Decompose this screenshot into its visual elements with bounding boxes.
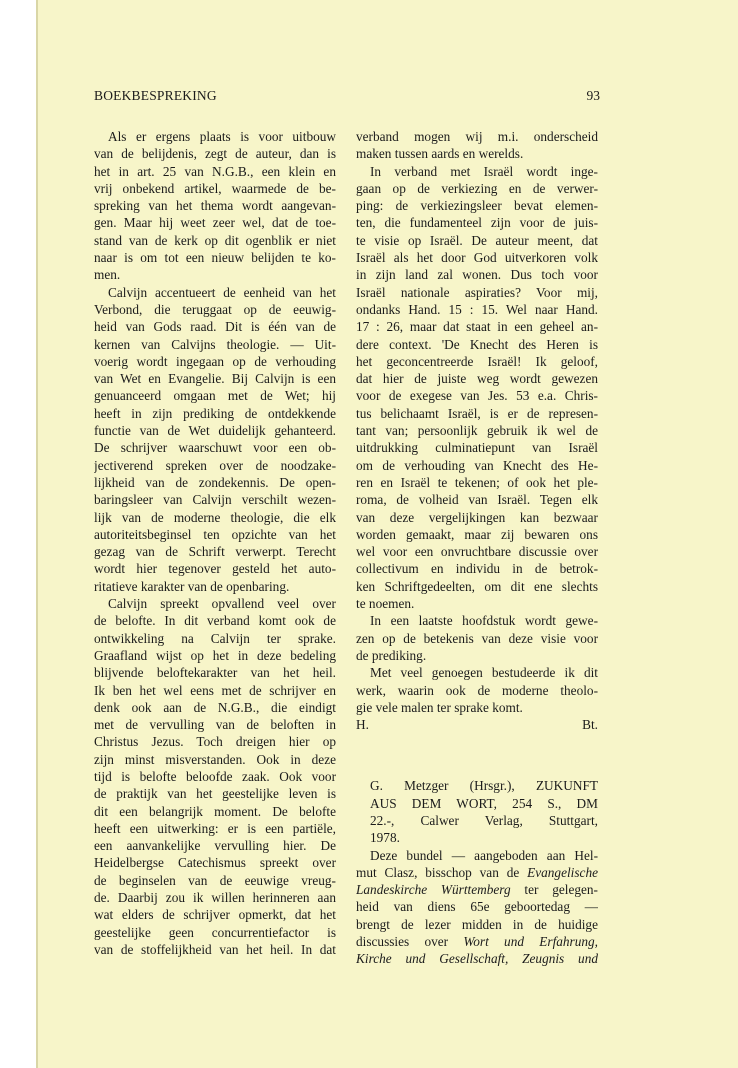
text-line: de belofte. In dit verband komt ook de bbox=[94, 613, 336, 629]
line-text: mut Clasz, bisschop van de bbox=[356, 864, 528, 880]
text-line: de praktijk van het geestelijke leven is bbox=[94, 786, 336, 802]
italic-text: Landeskirche Württemberg bbox=[356, 882, 511, 898]
text-line: brengt de lezer midden in de huidige bbox=[356, 916, 598, 932]
page-number: 93 bbox=[586, 88, 600, 103]
text-line: roma, de volheid van Israël. Tegen elk bbox=[356, 492, 598, 508]
text-line: Calvijn spreekt opvallend veel over bbox=[108, 596, 336, 612]
right-column bbox=[356, 128, 598, 968]
text-line: wordt hier tegenover gesteld het auto- bbox=[94, 561, 336, 577]
text-line: dit een belangrijk moment. De belofte bbox=[94, 803, 336, 819]
text-line: heid van Gods raad. Dit is één van de bbox=[94, 319, 336, 335]
text-line: zijn minst misverstanden. Ook in deze bbox=[94, 751, 336, 767]
text-line bbox=[356, 881, 598, 898]
text-line: van deze vergelijkingen kan bezwaar bbox=[356, 509, 598, 525]
second-review-body bbox=[356, 847, 598, 968]
text-line: vrij onbekend artikel, waarmede de be- bbox=[94, 180, 336, 196]
text-line: de. Daarbij zou ik willen herinneren aan bbox=[94, 890, 336, 906]
signoff-initial: H. bbox=[356, 717, 369, 733]
text-line: van Wet en Evangelie. Bij Calvijn is een bbox=[94, 371, 336, 387]
italic-text: Evangelische bbox=[527, 864, 598, 880]
text-line: stand van de kerk op dit ogenblik er niet bbox=[94, 232, 336, 248]
text-line: Als er ergens plaats is voor uitbouw bbox=[108, 129, 336, 144]
text-line: uitdrukking culminatiepunt van Israël bbox=[356, 440, 598, 456]
signoff-author: Bt. bbox=[582, 717, 598, 733]
text-line: gen. Maar hij weet zeer wel, dat de toe- bbox=[94, 215, 336, 231]
text-line: Graafland wijst op het in deze bedeling bbox=[94, 647, 336, 663]
line-text: discussies over bbox=[356, 934, 464, 950]
text-line: In een laatste hoofdstuk wordt gewe- bbox=[370, 613, 598, 629]
text-line: voerig wordt ingegaan op de verhouding bbox=[94, 353, 336, 369]
text-line: naar is om tot een nieuw belijden te ko- bbox=[94, 250, 336, 266]
text-line: ping: de verkiezingsleer bevat elemen- bbox=[356, 198, 598, 214]
text-line: in zijn land zal wonen. Dus toch voor bbox=[356, 267, 598, 283]
text-line: denk ook aan de N.G.B., die eindigt bbox=[94, 699, 336, 715]
italic-text: Kirche und Gesellschaft, Zeugnis und bbox=[356, 951, 598, 967]
line-text: ter gelegen- bbox=[510, 882, 598, 898]
text-line: Deze bundel — aangeboden aan Hel- bbox=[370, 847, 598, 863]
text-line: In verband met Israël wordt inge- bbox=[370, 163, 598, 179]
text-line: autoriteitsbeginsel ten opzichte van het bbox=[94, 526, 336, 542]
text-line: gaan op de verkiezing en de verwer- bbox=[356, 180, 598, 196]
text-line: heid van diens 65e geboortedag — bbox=[356, 899, 598, 915]
second-review-title bbox=[356, 777, 598, 846]
review-title-line: AUS DEM WORT, 254 S., DM bbox=[370, 795, 598, 811]
text-line: lijk van de moderne theologie, die elk bbox=[94, 509, 336, 525]
text-line: lijkheid van de zondekennis. De open- bbox=[94, 474, 336, 490]
text-line: blijvende beloftekarakter van het heil. bbox=[94, 665, 336, 681]
review-title-line: G. Metzger (Hrsgr.), ZUKUNFT bbox=[370, 778, 598, 794]
text-line: De schrijver waarschuwt voor een ob- bbox=[94, 440, 336, 456]
text-line: gezag van de Schrift verwerpt. Terecht bbox=[94, 544, 336, 560]
text-line: tijd is belofte beloofde zaak. Ook voor bbox=[94, 768, 336, 784]
text-line: werk, waarin ook de moderne theolo- bbox=[356, 682, 598, 698]
text-line: wel voor een onvruchtbare discussie over bbox=[356, 544, 598, 560]
text-line: te noemen. bbox=[356, 596, 415, 612]
text-line: Christus Jezus. Toch dreigen hier op bbox=[94, 734, 336, 750]
text-line: van de belijdenis, zegt de auteur, dan is bbox=[94, 146, 336, 162]
text-line: geestelijke geen concurrentiefactor is bbox=[94, 924, 336, 940]
text-line: maken tussen aards en werelds. bbox=[356, 146, 524, 162]
left-column bbox=[94, 128, 336, 958]
text-line: gie vele malen ter sprake komt. bbox=[356, 699, 523, 715]
text-line: dat hier de juiste weg wordt gewezen bbox=[356, 371, 598, 387]
text-line: worden gemaakt, maar zij bewaren ons bbox=[356, 526, 598, 542]
text-line: te visie op Israël. De auteur meent, dat bbox=[356, 232, 598, 248]
text-line: de beginselen van de eeuwige vreug- bbox=[94, 872, 336, 888]
text-line: Heidelbergse Catechismus spreekt over bbox=[94, 855, 336, 871]
text-line: tant van; persoonlijk gebruik ik wel de bbox=[356, 423, 598, 439]
text-line: het in art. 25 van N.G.B., een klein en bbox=[94, 163, 336, 179]
text-line: genuanceerd omgaan met de Wet; hij bbox=[94, 388, 336, 404]
page-edge-shadow bbox=[36, 0, 38, 1068]
text-line: Met veel genoegen bestudeerde ik dit bbox=[370, 665, 598, 681]
italic-text: Wort und Erfahrung, bbox=[463, 934, 598, 950]
text-line bbox=[356, 950, 598, 967]
text-line: het geconcentreerde Israël! Ik geloof, bbox=[356, 353, 598, 369]
text-line: een aanvankelijke vervulling hier. De bbox=[94, 838, 336, 854]
text-line: baringsleer van Calvijn verschilt wezen- bbox=[94, 492, 336, 508]
text-line: functie van de Wet duidelijk gehanteerd. bbox=[94, 423, 336, 439]
text-line: men. bbox=[94, 267, 121, 283]
text-line: Calvijn accentueert de eenheid van het bbox=[108, 284, 336, 300]
text-line bbox=[356, 933, 598, 950]
running-head: BOEKBESPREKING bbox=[94, 88, 217, 103]
text-line: tus belichaamt Israël, is er de represen- bbox=[356, 405, 598, 421]
text-line: ondanks Hand. 15 : 15. Wel naar Hand. bbox=[356, 301, 598, 317]
text-line: jectiverend spreken over de noodzake- bbox=[94, 457, 336, 473]
text-line: met de vervulling van de beloften in bbox=[94, 717, 336, 733]
text-line: om de verhouding van Knecht des He- bbox=[356, 457, 598, 473]
text-line: zen op de betekenis van deze visie voor bbox=[356, 630, 598, 646]
text-line: ren en Israël te tekenen; of ook het ple- bbox=[356, 474, 598, 490]
text-line: ten, die fundamenteel zijn voor de juis- bbox=[356, 215, 598, 231]
review-title-line: 1978. bbox=[370, 830, 400, 846]
text-line: heeft een uitwerking: er is een partiële, bbox=[94, 820, 336, 836]
text-line: wat elders de schrijver opmerkt, dat het bbox=[94, 907, 336, 923]
text-line bbox=[356, 864, 598, 881]
text-line: voor de exegese van Jes. 53 e.a. Chris- bbox=[356, 388, 598, 404]
review-title-line: 22.-, Calwer Verlag, Stuttgart, bbox=[370, 812, 598, 828]
text-line: kernen van Calvijns theologie. — Uit- bbox=[94, 336, 336, 352]
text-line: Ik ben het wel eens met de schrijver en bbox=[94, 682, 336, 698]
text-line: ritatieve karakter van de openbaring. bbox=[94, 578, 290, 594]
text-line: Israël nationale aspiraties? Voor mij, bbox=[356, 284, 598, 300]
text-line: dere context. 'De Knecht des Heren is bbox=[356, 336, 598, 352]
text-line: collectivum en individu in de betrok- bbox=[356, 561, 598, 577]
text-line: 17 : 26, maar dat staat in een geheel an- bbox=[356, 319, 598, 335]
text-line: de prediking. bbox=[356, 647, 427, 663]
text-line: spreking van het thema wordt aangevan- bbox=[94, 198, 336, 214]
text-line: Israël als het door God uitverkoren volk bbox=[356, 250, 598, 266]
section-spacer bbox=[356, 733, 598, 777]
text-line: ontwikkeling na Calvijn ter sprake. bbox=[94, 630, 336, 646]
review-continuation bbox=[356, 128, 598, 716]
review-signoff bbox=[356, 716, 598, 733]
text-line: van de stoffelijkheid van het heil. In dat bbox=[94, 941, 336, 957]
text-line: verband mogen wij m.i. onderscheid bbox=[356, 129, 598, 144]
text-line: heeft in zijn prediking de ontdekkende bbox=[94, 405, 336, 421]
text-line: ken Schriftgedeelten, om dit ene slechts bbox=[356, 578, 598, 594]
text-line: Verbond, die teruggaat op de eeuwig- bbox=[94, 301, 336, 317]
page-header bbox=[94, 88, 600, 108]
